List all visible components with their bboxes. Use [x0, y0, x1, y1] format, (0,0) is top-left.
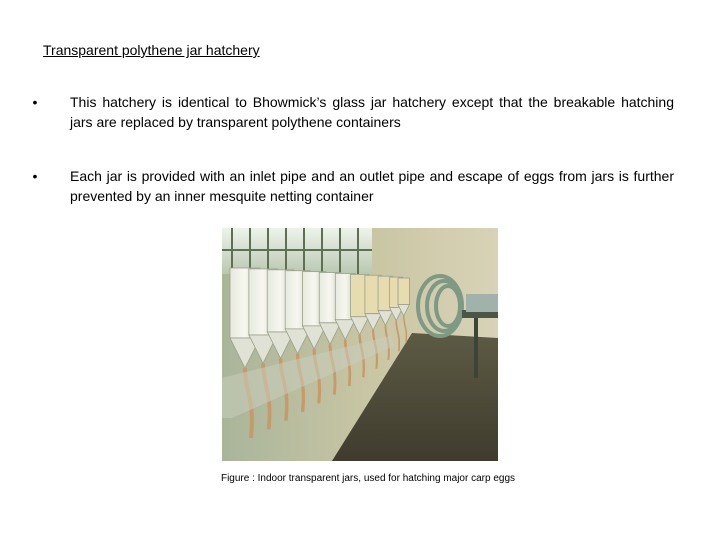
bullet-list	[30, 92, 674, 206]
bullet-mark: •	[32, 168, 38, 184]
bullet-text: This hatchery is identical to Bhowmick’s glass jar hatchery except that the breakable hatching jars are replaced by transparent polythene containers	[70, 94, 674, 130]
photo-table-leg	[474, 318, 478, 378]
hatchery-photo-drawing	[222, 228, 498, 461]
bullet-item	[30, 166, 674, 206]
bullet-mark: •	[32, 94, 38, 110]
bullet-item	[30, 92, 674, 132]
hatchery-photo	[222, 228, 498, 461]
photo-bench	[466, 294, 498, 312]
figure-caption: Figure : Indoor transparent jars, used for hatching major carp eggs	[220, 473, 516, 484]
bullet-text: Each jar is provided with an inlet pipe and an outlet pipe and escape of eggs from jars is further prevented by an inner mesquite netting container	[70, 168, 674, 204]
slide-title: Transparent polythene jar hatchery	[43, 42, 260, 58]
